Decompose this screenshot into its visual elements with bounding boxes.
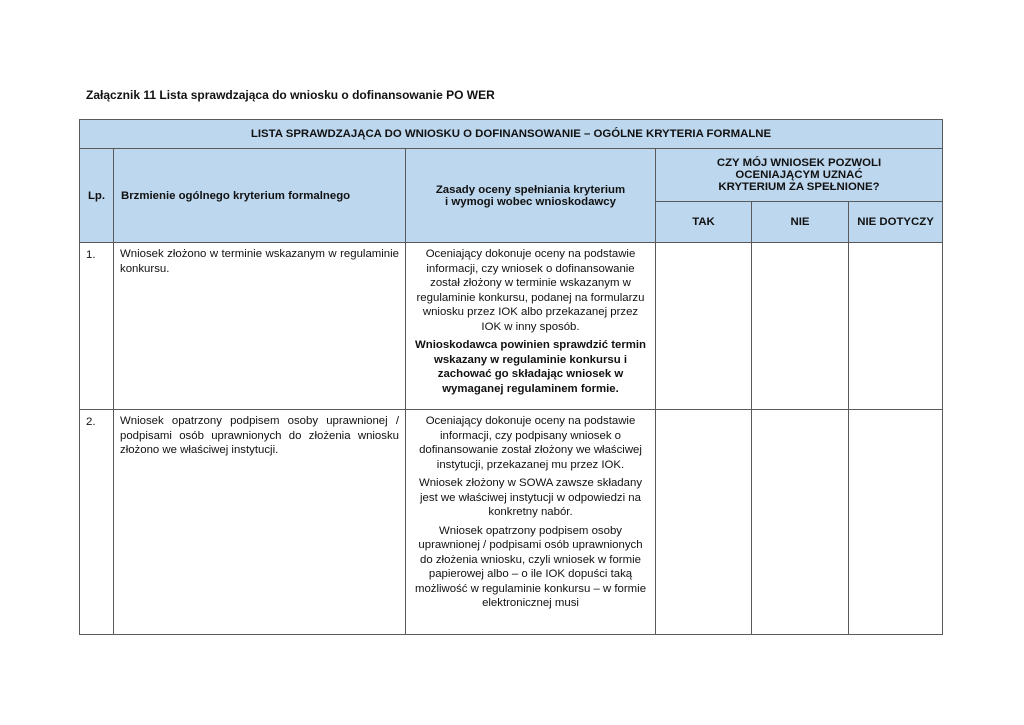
row-rules (406, 410, 656, 635)
table-main-title: LISTA SPRAWDZAJĄCA DO WNIOSKU O DOFINANSOWANIE – OGÓLNE KRYTERIA FORMALNE (80, 120, 943, 149)
table-main-title-row (80, 120, 943, 149)
header-criterion: Brzmienie ogólnego kryterium formalnego (114, 149, 406, 243)
header-question-line2: KRYTERIUM ZA SPEŁNIONE? (718, 181, 880, 193)
answer-cell-tak[interactable] (656, 243, 752, 410)
rules-paragraph-bold: Wnioskodawca powinien sprawdzić termin wskazany w regulaminie konkursu i zachować go składając wniosek w wymaganej regulaminem formie. (414, 339, 647, 395)
row-criterion: Wniosek opatrzony podpisem osoby uprawnionej / podpisami osób uprawnionych do złożenia wniosku złożono we właściwej instytucji. (114, 410, 406, 635)
answer-cell-tak[interactable] (656, 410, 752, 635)
row-lp: 1. (80, 243, 114, 410)
rules-paragraph: Oceniający dokonuje oceny na podstawie informacji, czy wniosek o dofinansowanie został złożony w terminie wskazanym w regulaminie konkursu, podanej na formularzu wniosku przez IOK albo przekazanej przez IOK w inny sposób. (416, 248, 645, 333)
row-rules (406, 243, 656, 410)
attachment-title: Załącznik 11 Lista sprawdzająca do wniosku o dofinansowanie PO WER (86, 88, 495, 102)
header-rules-line2: i wymogi wobec wnioskodawcy (445, 195, 616, 208)
table-row (80, 243, 943, 410)
header-question-line1: CZY MÓJ WNIOSEK POZWOLI OCENIAJĄCYM UZNAĆ (716, 157, 882, 181)
header-tak: TAK (656, 202, 752, 243)
table-header-row (80, 149, 943, 202)
row-lp: 2. (80, 410, 114, 635)
header-nie: NIE (752, 202, 849, 243)
header-nie-dotyczy: NIE DOTYCZY (849, 202, 943, 243)
rules-paragraph: Oceniający dokonuje oceny na podstawie informacji, czy podpisany wniosek o dofinansowanie został złożony we właściwej instytucji, przekazanej mu przez IOK. (419, 415, 642, 471)
answer-cell-nie-dotyczy[interactable] (849, 410, 943, 635)
header-rules (406, 149, 656, 243)
answer-cell-nie[interactable] (752, 410, 849, 635)
row-criterion: Wniosek złożono w terminie wskazanym w regulaminie konkursu. (114, 243, 406, 410)
criteria-checklist-table (79, 119, 943, 635)
answer-cell-nie[interactable] (752, 243, 849, 410)
header-question (656, 149, 943, 202)
header-rules-line1: Zasady oceny spełniania kryterium (435, 183, 626, 196)
table-row (80, 410, 943, 635)
header-lp: Lp. (80, 149, 114, 243)
answer-cell-nie-dotyczy[interactable] (849, 243, 943, 410)
rules-paragraph: Wniosek złożony w SOWA zawsze składany jest we właściwej instytucji w odpowiedzi na konkretny nabór. (418, 477, 643, 518)
rules-paragraph: Wniosek opatrzony podpisem osoby uprawnionej / podpisami osób uprawnionych do złożenia wniosku, czyli wniosek w formie papierowej albo – o ile IOK dopuści taką możliwość w regulaminie konkursu – w formie elektronicznej musi (414, 524, 647, 609)
